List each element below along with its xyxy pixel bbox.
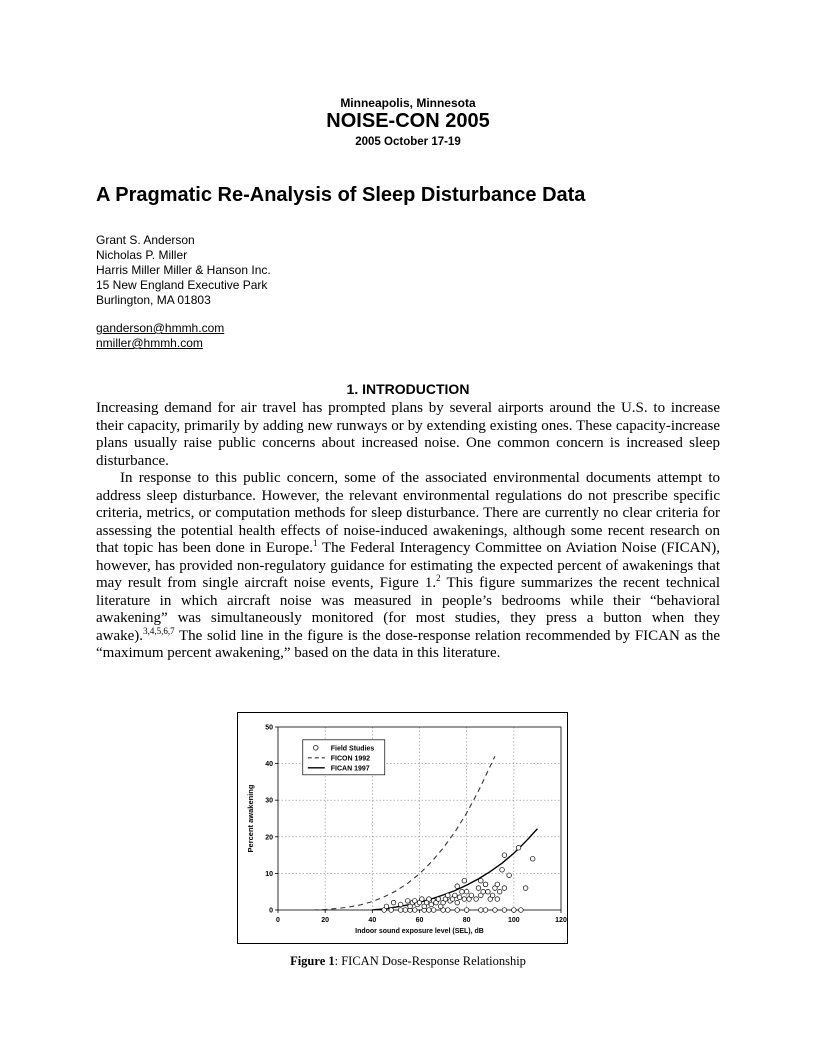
data-point xyxy=(502,853,507,858)
data-point xyxy=(453,893,458,898)
data-point xyxy=(457,895,462,900)
email-link[interactable]: nmiller@hmmh.com xyxy=(96,336,203,350)
x-tick-label: 100 xyxy=(507,917,520,924)
email-block xyxy=(96,321,224,351)
x-tick-label: 40 xyxy=(368,917,377,924)
x-axis-label: Indoor sound exposure level (SEL), dB xyxy=(355,928,484,935)
data-point xyxy=(483,908,488,913)
conference-dates: 2005 October 17-19 xyxy=(355,136,461,148)
paragraph-text: In response to this public concern, some of the associated environmental documents attempt to address sleep disturbance. However, the relevant environmental regulations do not prescribe specific criteria, metrics, or computation methods for sleep disturbance. There are currently no clear criteria for assessing the potential health effects of noise-induced awakenings, although some recent research on that topic has been done in Europe. xyxy=(96,470,720,556)
data-point xyxy=(502,908,507,913)
series-line xyxy=(313,756,495,910)
data-point xyxy=(493,908,498,913)
data-point xyxy=(464,889,469,894)
data-point xyxy=(420,897,425,902)
data-point xyxy=(476,886,481,891)
conference-location: Minneapolis, Minnesota xyxy=(340,96,476,110)
conference-name: NOISE-CON 2005 xyxy=(326,110,490,132)
y-tick-label: 50 xyxy=(265,724,273,732)
data-point xyxy=(436,897,441,902)
x-tick-label: 0 xyxy=(276,917,280,924)
y-axis-label: Percent awakening xyxy=(246,784,255,853)
data-point xyxy=(530,856,535,861)
data-point xyxy=(512,908,517,913)
data-point xyxy=(455,900,460,905)
data-point xyxy=(460,889,465,894)
affiliation-line: 15 New England Executive Park xyxy=(96,278,268,292)
paper-title: A Pragmatic Re-Analysis of Sleep Disturbance Data xyxy=(96,184,586,206)
author-name: Nicholas P. Miller xyxy=(96,248,188,262)
y-tick-label: 0 xyxy=(269,907,273,915)
email-link[interactable]: ganderson@hmmh.com xyxy=(96,321,225,335)
data-point xyxy=(455,884,460,889)
data-point xyxy=(474,897,479,902)
data-point xyxy=(481,889,486,894)
data-point xyxy=(486,889,491,894)
data-point xyxy=(403,908,408,913)
data-point xyxy=(446,893,451,898)
section-heading: 1. INTRODUCTION xyxy=(346,381,470,397)
figure-frame xyxy=(237,712,568,944)
data-point xyxy=(384,904,389,909)
author-name: Grant S. Anderson xyxy=(96,233,195,247)
paragraph-text: The Federal Interagency Committee on Aviation Noise (FICAN), however, has provided non-regulatory guidance for estimating the expected percent of awakenings that may result from single aircraft noise events, Figure 1. xyxy=(96,540,721,591)
data-point xyxy=(469,893,474,898)
y-tick-label: 40 xyxy=(265,761,273,769)
data-point xyxy=(398,902,403,907)
data-point xyxy=(516,845,521,850)
data-point xyxy=(405,899,410,904)
figure-caption-text: : FICAN Dose-Response Relationship xyxy=(334,954,526,968)
data-point xyxy=(519,908,524,913)
data-point xyxy=(455,908,460,913)
data-point xyxy=(495,882,500,887)
x-tick-label: 20 xyxy=(321,917,330,924)
data-point xyxy=(389,908,394,913)
x-tick-label: 60 xyxy=(415,917,424,924)
figure-caption xyxy=(0,954,816,969)
data-point xyxy=(483,882,488,887)
data-point xyxy=(500,867,505,872)
data-point xyxy=(495,897,500,902)
y-tick-label: 10 xyxy=(265,870,273,878)
citation-ref: 3,4,5,6,7 xyxy=(143,625,175,636)
legend-label: Field Studies xyxy=(330,745,375,753)
legend-label: FICON 1992 xyxy=(330,755,371,763)
data-point xyxy=(523,886,528,891)
data-point xyxy=(462,897,467,902)
data-point xyxy=(490,893,495,898)
dose-response-chart xyxy=(238,713,567,943)
paragraph xyxy=(96,470,720,663)
data-point xyxy=(446,908,451,913)
data-point xyxy=(497,889,502,894)
data-point xyxy=(479,878,484,883)
data-point xyxy=(507,873,512,878)
citation-ref: 2 xyxy=(436,573,441,583)
y-tick-label: 30 xyxy=(265,797,273,805)
data-point xyxy=(431,908,436,913)
x-tick-label: 80 xyxy=(462,917,471,924)
data-point xyxy=(479,908,484,913)
data-point xyxy=(412,908,417,913)
paragraph-text: This figure summarizes the recent technical literature in which aircraft noise was measured in people’s bedrooms while their “behavioral awakening” was simultaneously monitored (for most studies, they press a button when they awake). xyxy=(96,575,721,644)
legend-marker xyxy=(313,746,318,751)
citation-ref: 1 xyxy=(313,538,318,548)
paragraph: Increasing demand for air travel has prompted plans by several airports around the U.S. to increase their capacity, primarily by adding new runways or by extending existing ones. These capacity-increase plans usually raise public concerns about increased noise. One common concern is increased sleep disturbance. xyxy=(96,400,720,469)
data-point xyxy=(502,886,507,891)
affiliation-line: Harris Miller Miller & Hanson Inc. xyxy=(96,263,271,277)
figure-caption-label: Figure 1 xyxy=(290,954,335,968)
data-point xyxy=(427,908,432,913)
author-block xyxy=(96,233,271,308)
x-tick-label: 120 xyxy=(555,917,567,924)
legend-label: FICAN 1997 xyxy=(330,765,370,773)
data-point xyxy=(391,900,396,905)
data-point xyxy=(398,908,403,913)
data-point xyxy=(427,897,432,902)
data-point xyxy=(464,908,469,913)
y-tick-label: 20 xyxy=(265,834,273,842)
data-point xyxy=(462,878,467,883)
paragraph-text: The solid line in the figure is the dose-response relation recommended by FICAN as the “maximum percent awakening,” based on the data in this literature. xyxy=(96,627,720,661)
affiliation-line: Burlington, MA 01803 xyxy=(96,293,211,307)
